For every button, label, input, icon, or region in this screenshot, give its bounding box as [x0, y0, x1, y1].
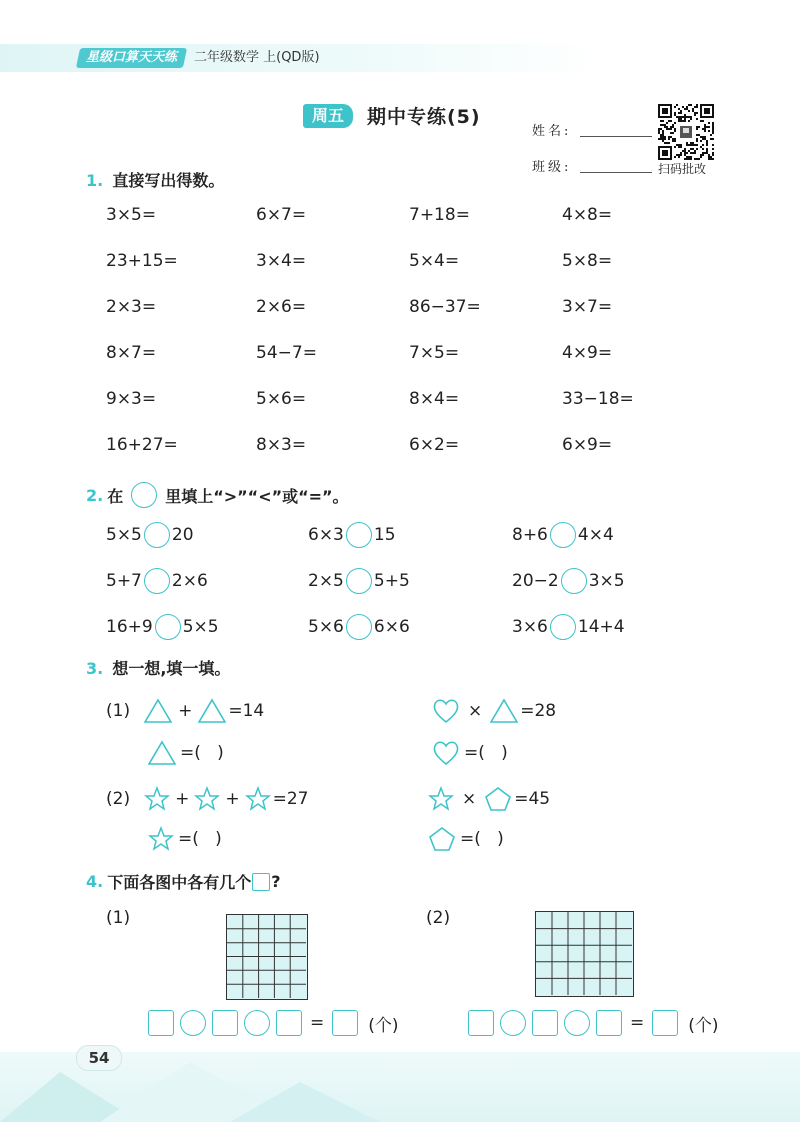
answer-box[interactable]	[532, 1010, 558, 1036]
compare-right: 2×6	[171, 571, 208, 591]
calc-problem: 6×2=	[409, 435, 460, 455]
calc-problem: 33−18=	[562, 389, 634, 409]
calc-problem: 4×9=	[562, 343, 613, 363]
header-subtitle: 二年级数学 上(QD版)	[194, 50, 320, 65]
name-label: 姓名:	[532, 124, 572, 139]
times-sign: ×	[462, 789, 477, 809]
star-icon	[194, 786, 220, 812]
calc-problem: 2×3=	[106, 297, 157, 317]
answer-box[interactable]	[332, 1010, 358, 1036]
compare-circle[interactable]	[144, 522, 170, 548]
compare-circle[interactable]	[144, 568, 170, 594]
name-field[interactable]	[580, 136, 652, 137]
calc-problem: 8×3=	[256, 435, 307, 455]
class-label: 班级:	[532, 160, 572, 175]
day-badge: 周五	[303, 104, 353, 128]
page-title: 期中专练(5)	[367, 106, 481, 128]
compare-problem	[308, 522, 396, 548]
star-icon	[428, 786, 454, 812]
compare-left: 20−2	[512, 571, 559, 591]
equation-result: =27	[272, 789, 309, 809]
operator-circle[interactable]	[500, 1010, 526, 1036]
section2-title-post: 里填上“>”“<”或“=”。	[165, 486, 349, 506]
equals-sign: =	[630, 1013, 645, 1033]
compare-circle[interactable]	[550, 522, 576, 548]
compare-right: 4×4	[577, 525, 614, 545]
compare-left: 16+9	[106, 617, 153, 637]
compare-problem	[512, 614, 625, 640]
answer-box[interactable]	[468, 1010, 494, 1036]
s3-p1-line1-right	[432, 698, 556, 724]
calc-problem: 8×4=	[409, 389, 460, 409]
page-number: 54	[76, 1045, 122, 1071]
calc-problem: 3×4=	[256, 251, 307, 271]
pentagon-icon	[484, 786, 512, 812]
compare-circle[interactable]	[346, 614, 372, 640]
equation-result: =28	[520, 701, 557, 721]
section3-title: 想一想,填一填。	[112, 659, 231, 678]
calc-problem: 23+15=	[106, 251, 178, 271]
compare-problem	[308, 568, 410, 594]
compare-left: 5+7	[106, 571, 142, 591]
calc-problem: 7+18=	[409, 205, 470, 225]
compare-right: 6×6	[373, 617, 410, 637]
compare-left: 5×6	[308, 617, 344, 637]
s4-p2-label: (2)	[426, 908, 451, 928]
heart-icon	[432, 698, 460, 724]
answer-blank[interactable]: =( )	[180, 743, 224, 763]
compare-left: 6×3	[308, 525, 344, 545]
calc-problem: 6×9=	[562, 435, 613, 455]
equation-result: =14	[228, 701, 265, 721]
compare-left: 2×5	[308, 571, 344, 591]
calc-problem: 54−7=	[256, 343, 317, 363]
section1-title: 直接写出得数。	[112, 171, 225, 190]
triangle-icon	[148, 740, 176, 766]
calc-problem: 7×5=	[409, 343, 460, 363]
calc-problem: 5×4=	[409, 251, 460, 271]
plus-sign: +	[175, 789, 190, 809]
compare-circle[interactable]	[346, 522, 372, 548]
section4-title-pre: 下面各图中各有几个	[107, 873, 252, 892]
compare-right: 3×5	[588, 571, 625, 591]
compare-problem	[512, 568, 625, 594]
triangle-icon	[198, 698, 226, 724]
section2-title-pre: 在	[107, 486, 124, 506]
s3-p2-label: (2)	[106, 789, 131, 809]
compare-right: 20	[171, 525, 194, 545]
square-icon	[252, 873, 270, 891]
answer-box[interactable]	[148, 1010, 174, 1036]
equation-result: =45	[514, 789, 551, 809]
square-grid-2	[535, 911, 634, 997]
equals-sign: =	[310, 1013, 325, 1033]
section1-number: 1.	[86, 171, 104, 190]
answer-blank[interactable]: =( )	[460, 829, 504, 849]
unit-label: (个)	[368, 1015, 399, 1036]
calc-problem: 5×8=	[562, 251, 613, 271]
s3-p2-line1-right	[428, 786, 550, 812]
section3-heading	[86, 656, 230, 679]
calc-problem: 16+27=	[106, 435, 178, 455]
calc-problem: 9×3=	[106, 389, 157, 409]
section4-number: 4.	[86, 872, 104, 891]
calc-problem: 5×6=	[256, 389, 307, 409]
calc-problem: 3×5=	[106, 205, 157, 225]
star-icon	[144, 786, 170, 812]
operator-circle[interactable]	[180, 1010, 206, 1036]
compare-circle[interactable]	[561, 568, 587, 594]
star-icon	[148, 826, 174, 852]
calc-problem: 3×7=	[562, 297, 613, 317]
compare-problem	[106, 614, 219, 640]
compare-problem	[512, 522, 614, 548]
s3-p2-answer-pentagon	[428, 826, 504, 852]
compare-problem	[106, 522, 194, 548]
answer-box[interactable]	[212, 1010, 238, 1036]
compare-circle[interactable]	[346, 568, 372, 594]
compare-circle[interactable]	[550, 614, 576, 640]
unit-label: (个)	[688, 1015, 719, 1036]
compare-left: 8+6	[512, 525, 548, 545]
compare-left: 5×5	[106, 525, 142, 545]
calc-problem: 86−37=	[409, 297, 481, 317]
triangle-icon	[490, 698, 518, 724]
s3-p1-label: (1)	[106, 701, 131, 721]
s4-p1-label: (1)	[106, 908, 131, 928]
calc-problem: 8×7=	[106, 343, 157, 363]
compare-left: 3×6	[512, 617, 548, 637]
circle-icon	[131, 482, 157, 508]
answer-box[interactable]	[276, 1010, 302, 1036]
calc-problem: 2×6=	[256, 297, 307, 317]
section1-heading	[86, 168, 224, 191]
operator-circle[interactable]	[564, 1010, 590, 1036]
class-field[interactable]	[580, 172, 652, 173]
section2-heading	[86, 482, 349, 508]
section4-title-post: ?	[271, 872, 281, 891]
s3-p1-answer-triangle	[148, 740, 224, 766]
s3-p1-answer-heart	[432, 740, 508, 766]
times-sign: ×	[468, 701, 483, 721]
s4-p2-answer-row	[468, 1010, 719, 1036]
qr-code-icon[interactable]	[658, 104, 714, 160]
section3-number: 3.	[86, 659, 104, 678]
answer-blank[interactable]: =( )	[178, 829, 222, 849]
section4-heading	[86, 870, 281, 893]
compare-right: 5+5	[373, 571, 410, 591]
compare-problem	[308, 614, 410, 640]
compare-right: 14+4	[577, 617, 625, 637]
answer-box[interactable]	[652, 1010, 678, 1036]
answer-blank[interactable]: =( )	[464, 743, 508, 763]
s3-p1-line1	[106, 698, 264, 724]
s4-p1-answer-row	[148, 1010, 399, 1036]
s3-p2-line1	[106, 786, 308, 812]
compare-circle[interactable]	[155, 614, 181, 640]
pentagon-icon	[428, 826, 456, 852]
plus-sign: +	[225, 789, 240, 809]
square-grid-1	[226, 914, 308, 1000]
section2-number: 2.	[86, 485, 104, 505]
heart-icon	[432, 740, 460, 766]
qr-caption: 扫码批改	[658, 162, 707, 176]
calc-problem: 4×8=	[562, 205, 613, 225]
compare-right: 15	[373, 525, 396, 545]
plus-sign: +	[178, 701, 193, 721]
compare-right: 5×5	[182, 617, 219, 637]
operator-circle[interactable]	[244, 1010, 270, 1036]
s3-p2-answer-star	[148, 826, 222, 852]
answer-box[interactable]	[596, 1010, 622, 1036]
calc-problem: 6×7=	[256, 205, 307, 225]
star-icon	[245, 786, 271, 812]
compare-problem	[106, 568, 208, 594]
triangle-icon	[144, 698, 172, 724]
series-tag: 星级口算天天练	[76, 48, 187, 68]
